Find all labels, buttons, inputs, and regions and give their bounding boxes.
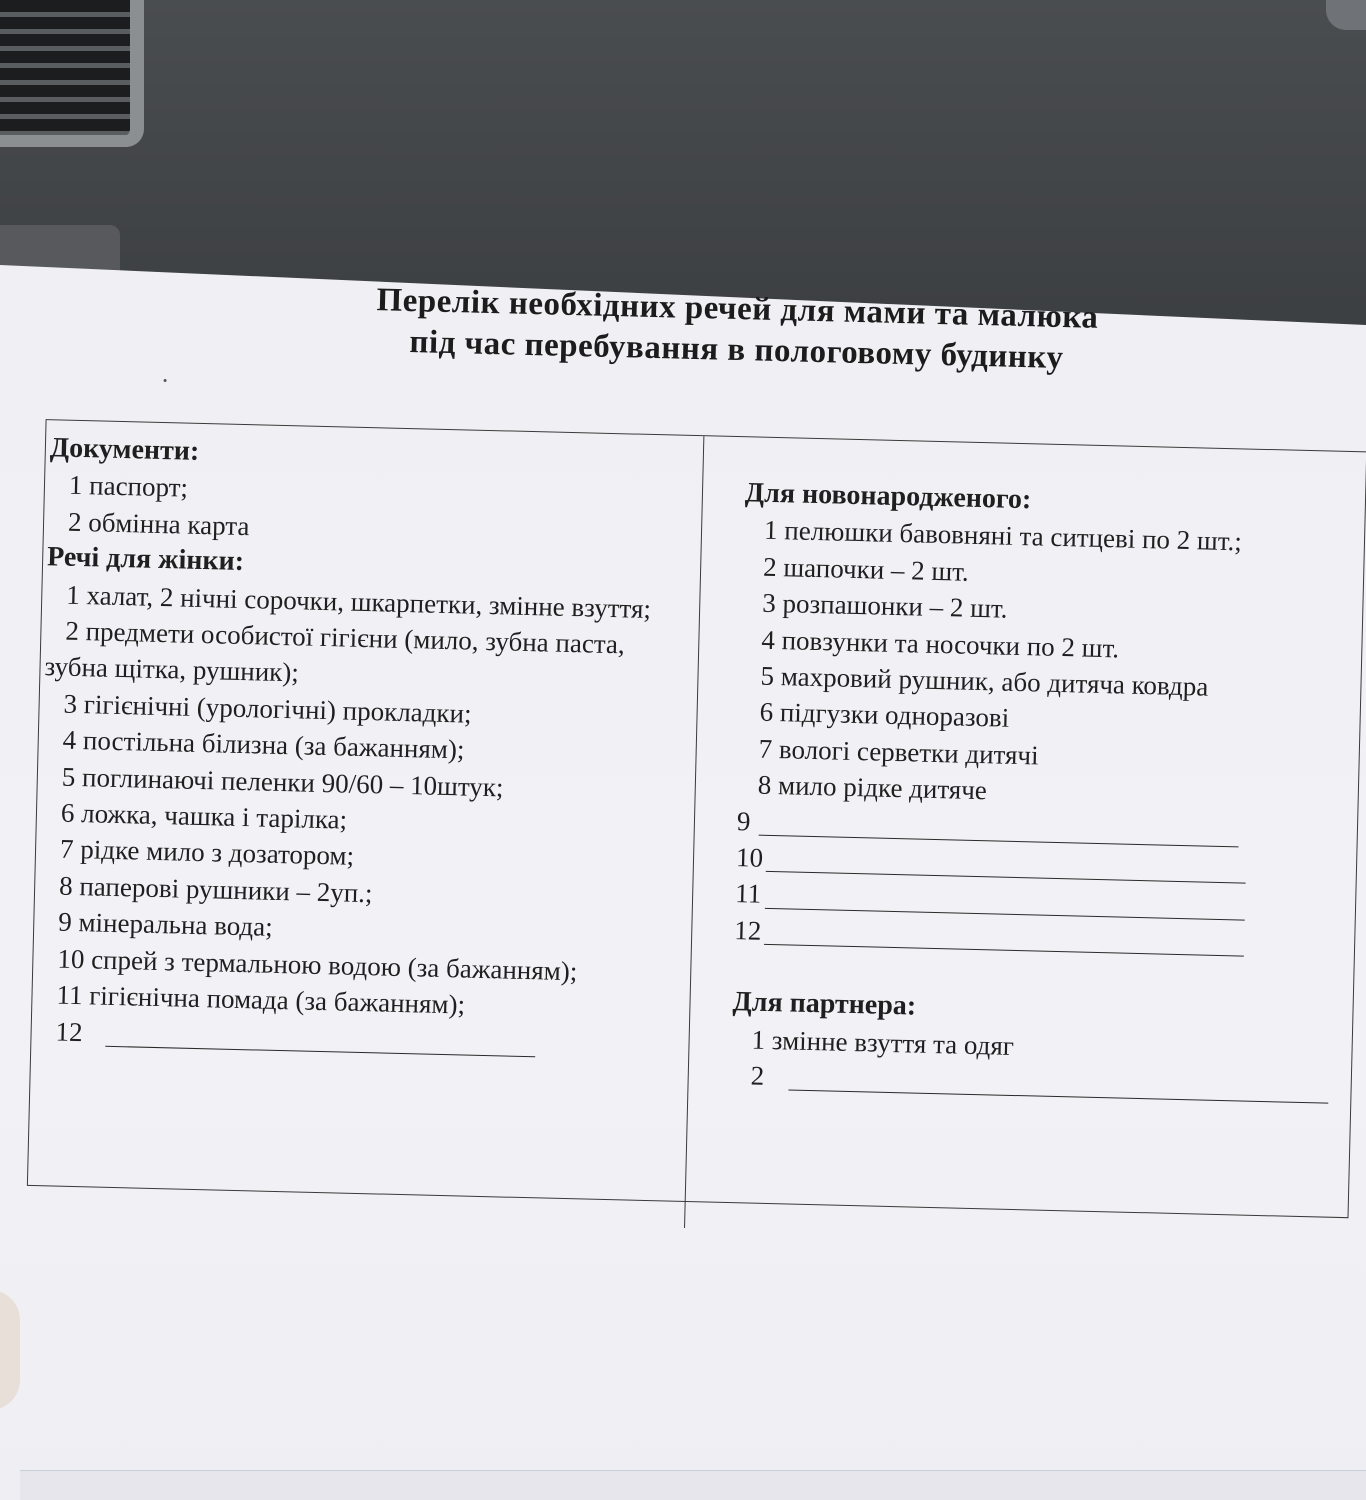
list-item: 8 мило рідке дитяче: [757, 769, 988, 806]
list-item: 5 махровий рушник, або дитяча ковдра: [760, 660, 1209, 702]
blank-item-number: 10: [735, 842, 764, 873]
list-item: 2 шапочки – 2 шт.: [762, 551, 970, 587]
list-item: 1 пелюшки бавовняні та ситцеві по 2 шт.;: [763, 515, 1243, 557]
list-item: 2 предмети особистої гігієни (мило, зубна паста, зубна щітка, рушник);: [44, 615, 626, 688]
list-item: 1 паспорт;: [68, 470, 189, 504]
list-item: 6 ложка, чашка і тарілка;: [60, 797, 348, 835]
list-item: 7 вологі серветки дитячі: [758, 733, 1039, 771]
list-item: 10 спрей з термальною водою (за бажанням);: [57, 943, 578, 986]
documents-heading: Документи:: [49, 432, 200, 467]
list-item: 9 мінеральна вода;: [57, 906, 274, 943]
blank-item-number: 11: [734, 878, 762, 910]
list-item: 7 рідке мило з дозатором;: [59, 834, 355, 872]
left-column: [35, 430, 695, 1064]
partner-heading: Для партнера:: [732, 986, 917, 1022]
title-line-2: під час перебування в пологовому будинку: [409, 324, 1064, 376]
blank-item-number: 12: [733, 914, 762, 946]
right-column: [730, 475, 1360, 1108]
title-line-1: Перелік необхідних речей для мами та малюка: [376, 282, 1099, 336]
blank-item-number: 12: [55, 1016, 84, 1047]
list-item: 4 постільна білизна (за бажанням);: [62, 724, 465, 765]
list-item: 8 паперові рушники – 2уп.;: [58, 870, 373, 909]
checklist-table: [27, 419, 1366, 1218]
list-item: 1 халат, 2 нічні сорочки, шкарпетки, змінне взуття;: [65, 579, 652, 624]
list-item: 4 повзунки та носочки по 2 шт.: [761, 624, 1120, 664]
paper-speck: [164, 379, 167, 382]
list-item: 6 підгузки одноразові: [759, 697, 1010, 734]
newborn-heading: Для новонародженого:: [744, 477, 1032, 516]
list-item: 3 розпашонки – 2 шт.: [761, 587, 1008, 624]
blank-item-number: 9: [736, 805, 751, 837]
woman-items-heading: Речі для жінки:: [46, 541, 245, 578]
list-item: 2 обмінна карта: [67, 506, 250, 541]
page-title: [311, 279, 1163, 382]
blank-item-number: 2: [750, 1060, 765, 1091]
list-item: 11 гігієнічна помада (за бажанням);: [56, 979, 466, 1020]
list-item: 1 змінне взуття та одяг: [751, 1024, 1015, 1061]
list-item: 5 поглинаючі пеленки 90/60 – 10штук;: [61, 761, 504, 803]
blank-write-line: [788, 1090, 1328, 1104]
blank-write-line: [105, 1046, 535, 1058]
list-item: 3 гігієнічні (урологічні) прокладки;: [63, 688, 472, 729]
